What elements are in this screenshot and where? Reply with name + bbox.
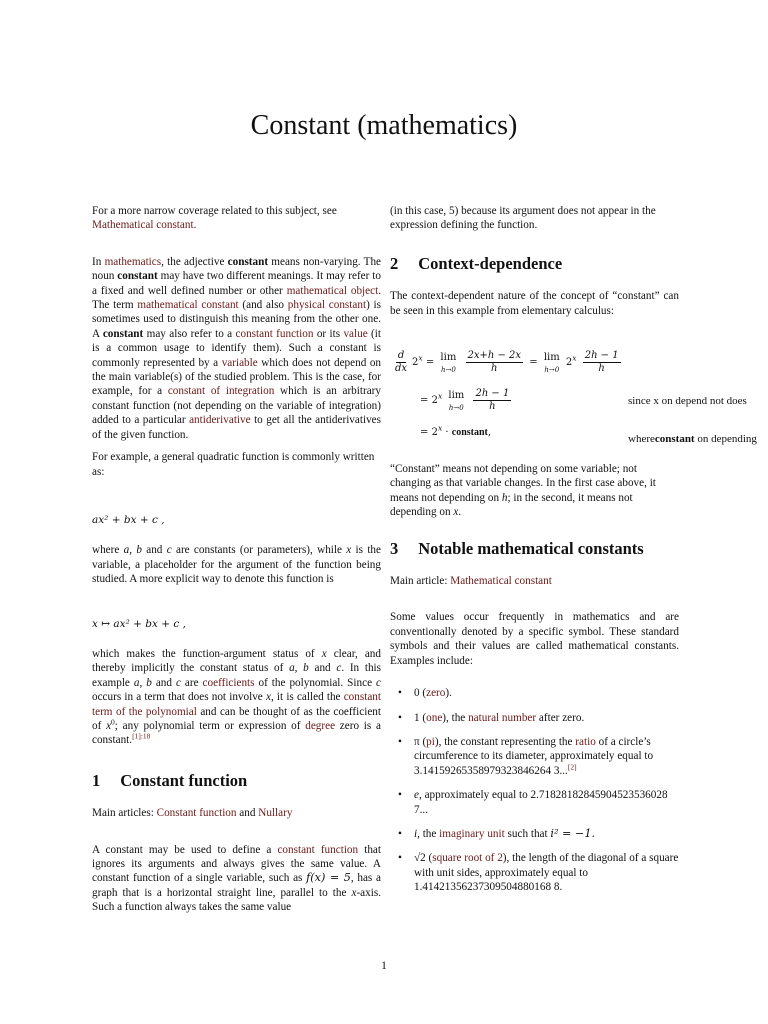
hatnote: For a more narrow coverage related to this subject, see Mathematical constant. xyxy=(92,205,337,232)
link-ratio[interactable]: ratio xyxy=(575,735,596,748)
continued-paragraph: (in this case, 5) because its argument does not appear in the expression defining the function. xyxy=(390,205,656,232)
derivative-equations xyxy=(390,350,757,452)
link-mathematical-constant-main[interactable]: Mathematical constant xyxy=(450,575,552,588)
link-mathematical-constant[interactable]: Mathematical constant xyxy=(92,219,194,232)
left-column xyxy=(92,204,381,923)
list-item: • √2 (square root of 2), the length of the diagonal of a square with unit sides, approximately equal to 1.41421356237309504880168 8. xyxy=(390,851,679,894)
link-value[interactable]: value xyxy=(343,327,368,340)
link-imaginary-unit[interactable]: imaginary unit xyxy=(439,827,505,840)
equation-quadratic: ax² + bx + c , xyxy=(92,513,165,526)
constants-list xyxy=(390,686,679,894)
page-number: 1 xyxy=(381,960,387,972)
link-constant-function-2[interactable]: constant function xyxy=(277,843,359,856)
reference-2[interactable]: [2] xyxy=(567,761,577,771)
quadratic-intro: For example, a general quadratic function is commonly written as: xyxy=(92,451,375,478)
list-item: • 1 (one), the natural number after zero. xyxy=(390,711,679,725)
link-physical-constant[interactable]: physical constant xyxy=(287,299,367,312)
link-mathematical-constant-2[interactable]: mathematical constant xyxy=(137,299,239,312)
right-column xyxy=(390,204,757,905)
link-coefficients[interactable]: coefficients xyxy=(202,676,255,689)
link-constant-of-integration[interactable]: constant of integration xyxy=(167,385,275,398)
section-heading-constant-function: 1 Constant function xyxy=(92,770,248,790)
section-heading-context-dependence: 2 Context-dependence xyxy=(390,253,563,273)
list-item: • π (pi), the constant representing the ratio of a circle’s circumference to its diameter, approximately equal to 3.14159265358979323846264 3...[2] xyxy=(390,735,679,778)
equation-mapsto: x ↦ ax² + bx + c , xyxy=(92,617,186,630)
list-item: • i, the imaginary unit such that i² = −1. xyxy=(390,827,679,841)
page-title: Constant (mathematics) xyxy=(250,110,518,141)
intro-paragraph: In mathematics, the adjective constant means non-varying. The noun constant may have two different meanings. It may refer to a fixed and well defined number or other mathematical object. The term mathematical constant (and also physical constant) is sometimes used to distinguish this meaning from the other one. A constant may also refer to a constant function or its value (it is a common usage to identify them). Such a constant is commonly represented by a variable which does not depend on the main variable(s) of the studied problem. This is the case, for example, for a constant of integration which is an arbitrary constant function (not depending on the variable of integration) added to a particular antiderivative to get all the antiderivatives of the given function. xyxy=(92,255,382,441)
coefficient-paragraph: which makes the function-argument status of x clear, and thereby implicitly the constant status of a, b and c. In this example a, b and c are coefficients of the polynomial. Since c occurs in a term that does not involve x, it is called the constant term of the polynomial and can be thought of as the coefficient of $x^0$; any polynomial term or expression of degree zero is a constant.$^{[1]:18}$ xyxy=(92,647,382,747)
context-paragraph: The context-dependent nature of the concept of “constant” can be seen in this example from elementary calculus: xyxy=(390,290,679,317)
link-one[interactable]: one xyxy=(426,711,443,724)
link-constant-term[interactable]: constant term of the polynomial xyxy=(92,691,381,718)
main-article-mathematical-constant: Main article: Mathematical constant xyxy=(390,575,552,588)
context-explanation: “Constant” means not depending on some variable; not changing as that variable changes. In the first case above, it means not depending on h; in the second, it means not depending on x. xyxy=(390,463,656,519)
link-constant-function-main[interactable]: Constant function xyxy=(156,807,237,820)
link-antiderivative[interactable]: antiderivative xyxy=(189,414,251,427)
constant-function-paragraph: A constant may be used to define a constant function that ignores its arguments and always gives the same value. A constant function of a single variable, such as f(x) = 5, has a graph that is a horizontal straight line, parallel to the x-axis. Such a function always takes the same value xyxy=(92,843,381,914)
derivative-row-3: = 2$^x$ · constant, whereconstant on depending xyxy=(420,423,757,446)
list-item: • 0 (zero). xyxy=(390,686,679,700)
link-variable[interactable]: variable xyxy=(221,356,258,369)
link-zero[interactable]: zero xyxy=(426,687,446,700)
link-constant-function[interactable]: constant function xyxy=(235,327,314,340)
main-articles-constant-function: Main articles: Constant function and Nullary xyxy=(92,807,293,820)
section-heading-notable-constants: 3 Notable mathematical constants xyxy=(390,538,644,558)
notable-constants-paragraph: Some values occur frequently in mathematics and are conventionally denoted by a specific symbol. These standard symbols and their values are called mathematical constants. Examples include: xyxy=(390,611,679,667)
derivative-row-2: = 2$^x$ lim h→0 $\frac{2h - 1}{h}$ since x on depend not does xyxy=(420,388,747,413)
list-item: • e, approximately equal to 2.71828182845904523536028 7... xyxy=(390,788,679,817)
derivative-note-2: since x on depend not does xyxy=(628,395,747,408)
link-natural-number[interactable]: natural number xyxy=(468,711,537,724)
link-mathematical-object[interactable]: mathematical object xyxy=(286,284,379,297)
link-square-root-of-2[interactable]: square root of 2 xyxy=(432,852,503,865)
link-degree[interactable]: degree xyxy=(305,719,336,732)
reference-1[interactable]: [1]:18 xyxy=(132,731,151,741)
derivative-row-1: $\frac{d}{dx}$ 2$^x$ = lim h→0 $\frac{2x+h - 2x}{h}$ = lim h→0 2$^x$ $\frac{2h - 1}{h}$ xyxy=(395,350,619,375)
derivative-note-3: whereconstant on depending xyxy=(628,433,757,446)
link-mathematics[interactable]: mathematics xyxy=(104,255,162,268)
link-pi[interactable]: pi xyxy=(426,735,435,748)
link-nullary[interactable]: Nullary xyxy=(258,807,293,820)
parameters-paragraph: where a, b and c are constants (or parameters), while x is the variable, a placeholder for the argument of the function being studied. A more explicit way to denote this function is xyxy=(92,544,381,586)
